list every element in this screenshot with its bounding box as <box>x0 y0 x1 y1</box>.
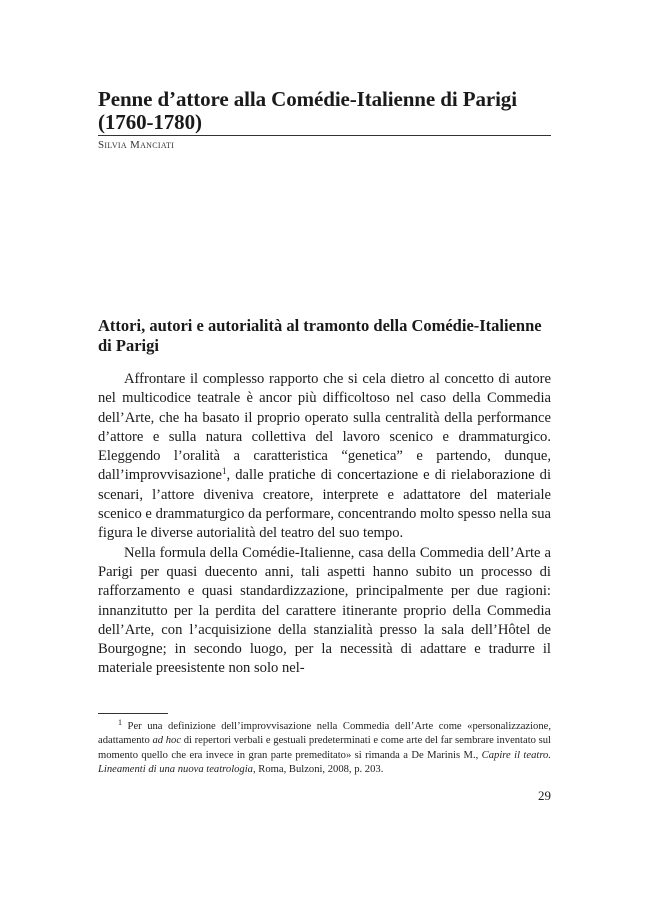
footnote-text: , Roma, Bulzoni, 2008, p. 203. <box>252 764 384 776</box>
article-title: Penne d’attore alla Comédie-Italienne di Parigi (1760-1780) <box>98 88 551 136</box>
footnote-italic-text: ad hoc <box>152 735 182 747</box>
footnote-text: Per una definizione dell’improvvisazione nella Commedia dell’Arte come «personalizzazione, adattamento <box>98 721 551 747</box>
page <box>98 87 551 803</box>
page-number: 29 <box>538 788 551 803</box>
footnote-number: 1 <box>118 718 122 727</box>
footnote <box>98 720 551 778</box>
paragraph <box>98 370 551 544</box>
body-text <box>98 370 551 679</box>
footnote-reference[interactable]: 1 <box>222 466 227 477</box>
paragraph-text: , dalle pratiche di concertazione e di rielaborazione di scenari, l’attore diveniva creatore, interprete e adattatore del materiale scenico e drammaturgico da performare, concentrando molto spesso nella sua figura le diverse autorialità del teatro del suo tempo. <box>98 467 551 542</box>
paragraph: Nella formula della Comédie-Italienne, casa della Commedia dell’Arte a Parigi per quasi duecento anni, tali aspetti hanno subito un processo di rafforzamento e quasi standardizzazione, principalmente per due ragioni: innanzitutto per la perdita del carattere itinerante proprio della Commedia dell’Arte, con l’acquisizione della stanzialità presso la sala dell’Hôtel de Bourgogne; in secondo luogo, per la necessità di adattare e tradurre il materiale preesistente non solo nel- <box>98 544 551 677</box>
footnote-text: di repertori verbali e gestuali predeterminati e come arte del far sembrare inventato sul momento quello che era invece in gran parte premeditato» si rimanda a De Marinis M., <box>98 735 551 761</box>
footnote-book-title: Capire il teatro. Lineamenti di una nuova teatrologia <box>98 749 551 776</box>
section-heading: Attori, autori e autorialità al tramonto della Comédie-Italienne di Parigi <box>98 316 542 355</box>
author-name: Silvia Manciati <box>98 139 175 151</box>
paragraph-text: Affrontare il complesso rapporto che si cela dietro al concetto di autore nel multicodice teatrale è ancor più difficoltoso nel caso della Commedia dell’Arte, che ha basato il proprio operato sulla centralità della performance d’attore e sulla natura collettiva del lavoro scenico e drammaturgico. Eleggendo l’oralità a caratteristica “genetica” e partendo, dunque, dall’improvvisazione <box>98 371 551 484</box>
footnote-divider <box>98 713 168 714</box>
